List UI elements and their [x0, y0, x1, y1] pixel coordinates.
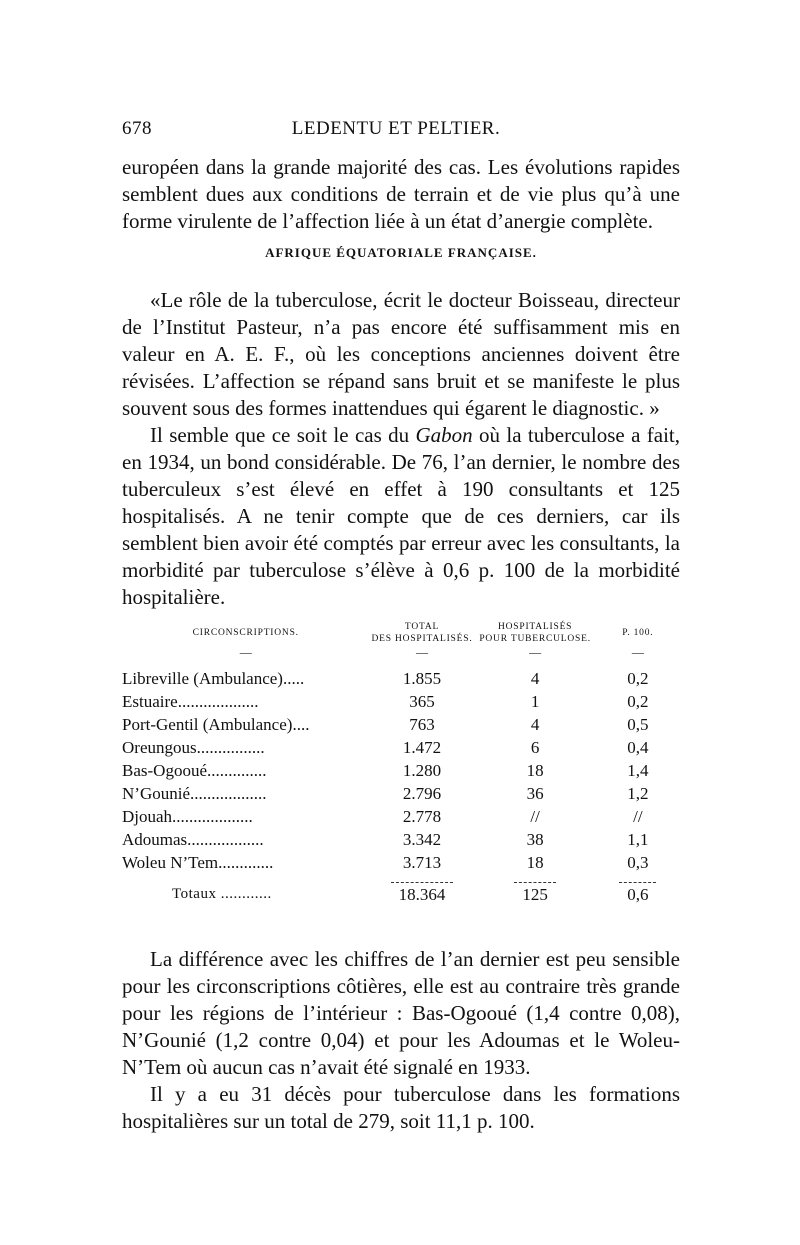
table-header-row: [122, 621, 680, 645]
statistics-table: [122, 621, 680, 906]
circonscription-cell: [122, 851, 369, 874]
table-row: [122, 713, 680, 736]
hospitalises-tuberculose-cell: 6: [530, 738, 540, 757]
header-hospitalises-line-2: POUR TUBERCULOSE.: [479, 634, 591, 644]
dash-3: —: [529, 645, 542, 659]
table-row: [122, 782, 680, 805]
header-total: [369, 621, 474, 645]
dot-leader: ..................: [187, 830, 264, 849]
paragraph-3: [122, 422, 680, 611]
page-number: 678: [122, 118, 152, 139]
table-total-row: [122, 874, 680, 906]
total-p100: 0,6: [619, 882, 656, 906]
table-row: [122, 828, 680, 851]
page-header: [122, 118, 680, 154]
paragraph-3-italic: Gabon: [415, 423, 473, 447]
p100-cell: 0,5: [627, 715, 649, 734]
circonscription-cell: [122, 667, 369, 690]
total-hospitalises-cell: 3.713: [402, 853, 442, 872]
table-dash-row: [122, 645, 680, 667]
total-leader: ............: [220, 885, 272, 902]
hospitalises-tuberculose-cell: //: [530, 807, 540, 826]
dot-leader: ....: [292, 715, 310, 734]
circonscription-cell: [122, 805, 369, 828]
table-row: [122, 736, 680, 759]
p100-cell: 1,4: [627, 761, 649, 780]
paragraph-3-part-2: où la tuberculose a fait, en 1934, un bond considérable. De 76, l’an dernier, le nombre des tuberculeux s’est élevé en effet à 190 consultants et 125 hospitalisés. A ne tenir compte que de ces derniers, car ils semblent bien avoir été comptés par erreur avec les consultants, la morbidité par tuberculose s’élève à 0,6 p. 100 de la morbidité hospitalière.: [122, 423, 680, 609]
circonscription-name: Port-Gentil (Ambulance): [122, 715, 293, 734]
dot-leader: ................: [196, 738, 265, 757]
hospitalises-tuberculose-cell: 38: [526, 830, 544, 849]
total-label-cell: [122, 874, 369, 906]
circonscription-cell: [122, 759, 369, 782]
circonscription-name: N’Gounié: [122, 784, 190, 803]
dot-leader: ...................: [177, 692, 259, 711]
circonscription-name: Oreungous: [122, 738, 197, 757]
dash-4: —: [631, 645, 644, 659]
circonscription-cell: [122, 782, 369, 805]
circonscription-cell: [122, 828, 369, 851]
circonscription-cell: [122, 713, 369, 736]
p100-cell: 1,2: [627, 784, 649, 803]
total-label: Totaux: [172, 885, 217, 902]
hospitalises-tuberculose-cell: 18: [526, 761, 544, 780]
dot-leader: .....: [282, 669, 305, 688]
page: [122, 118, 680, 1135]
hospitalises-tuberculose-cell: 36: [526, 784, 544, 803]
circonscription-name: Djouah: [122, 807, 173, 826]
table-row: [122, 851, 680, 874]
section-title: AFRIQUE ÉQUATORIALE FRANÇAISE.: [265, 245, 537, 260]
header-hospitalises: [475, 621, 596, 645]
p100-cell: 0,2: [627, 692, 649, 711]
circonscription-name: Adoumas: [122, 830, 188, 849]
header-total-line-1: TOTAL: [404, 622, 440, 632]
total-hospitalises-cell: 3.342: [402, 830, 442, 849]
header-total-line-2: DES HOSPITALISÉS.: [371, 634, 473, 644]
paragraph-3-part-1: Il semble que ce soit le cas du: [150, 423, 416, 447]
total-tuberculose: 125: [514, 882, 556, 906]
circonscription-cell: [122, 736, 369, 759]
hospitalises-tuberculose-cell: 18: [526, 853, 544, 872]
paragraph-4: La différence avec les chiffres de l’an dernier est peu sensible pour les circonscriptions côtières, elle est au contraire très grande pour les régions de l’intérieur : Bas-Ogooué (1,4 contre 0,08), N’Gounié (1,2 contre 0,04) et pour les Adoumas et le Woleu-N’Tem où aucun cas n’avait été signalé en 1933.: [122, 947, 680, 1079]
total-hospitalises-cell: 763: [409, 715, 435, 734]
total-hospitalises-cell: 2.778: [402, 807, 442, 826]
circonscription-name: Libreville (Ambulance): [122, 669, 283, 688]
p100-cell: 0,2: [627, 669, 649, 688]
dot-leader: ..............: [206, 761, 267, 780]
total-hospitalises-cell: 365: [409, 692, 435, 711]
total-hospitalises: 18.364: [391, 882, 454, 906]
p100-cell: //: [633, 807, 643, 826]
hospitalises-tuberculose-cell: 4: [530, 715, 540, 734]
dot-leader: .............: [218, 853, 274, 872]
header-circonscriptions: CIRCONSCRIPTIONS.: [192, 628, 299, 638]
dash-1: —: [239, 645, 252, 659]
header-p100: P. 100.: [622, 628, 654, 638]
table-row: [122, 759, 680, 782]
paragraph-2: «Le rôle de la tuberculose, écrit le docteur Boisseau, directeur de l’Institut Pasteur, n’a pas encore été suffisamment mis en valeur en A. E. F., où les conceptions anciennes doivent être révisées. L’affection se répand sans bruit et se manifeste le plus souvent sous des formes inattendues qui égarent le diagnostic. »: [122, 288, 680, 420]
dash-2: —: [416, 645, 428, 659]
total-hospitalises-cell: [369, 874, 474, 906]
total-tuberculose-cell: [475, 874, 596, 906]
table-row: [122, 667, 680, 690]
dot-leader: ..................: [189, 784, 267, 803]
p100-cell: 1,1: [627, 830, 649, 849]
p100-cell: 0,3: [627, 853, 649, 872]
table-row: [122, 690, 680, 713]
dot-leader: ...................: [172, 807, 253, 826]
hospitalises-tuberculose-cell: 1: [530, 692, 540, 711]
p100-cell: 0,4: [627, 738, 649, 757]
running-title: LEDENTU ET PELTIER.: [291, 118, 501, 139]
circonscription-name: Bas-Ogooué: [122, 761, 207, 780]
circonscription-name: Estuaire: [122, 692, 178, 711]
total-hospitalises-cell: 1.472: [402, 738, 442, 757]
circonscription-cell: [122, 690, 369, 713]
total-hospitalises-cell: 1.855: [402, 669, 442, 688]
total-hospitalises-cell: 1.280: [402, 761, 442, 780]
total-hospitalises-cell: 2.796: [402, 784, 442, 803]
hospitalises-tuberculose-cell: 4: [530, 669, 540, 688]
header-hospitalises-line-1: HOSPITALISÉS: [497, 622, 573, 632]
circonscription-name: Woleu N’Tem: [122, 853, 219, 872]
paragraph-1: européen dans la grande majorité des cas. Les évolutions rapides semblent dues aux conditions de terrain et de vie plus qu’à une forme virulente de l’affection liée à un état d’anergie complète.: [122, 155, 680, 233]
total-p100-cell: [596, 874, 680, 906]
table-row: [122, 805, 680, 828]
paragraph-5: Il y a eu 31 décès pour tuberculose dans les formations hospitalières sur un total de 279, soit 11,1 p. 100.: [122, 1082, 680, 1133]
